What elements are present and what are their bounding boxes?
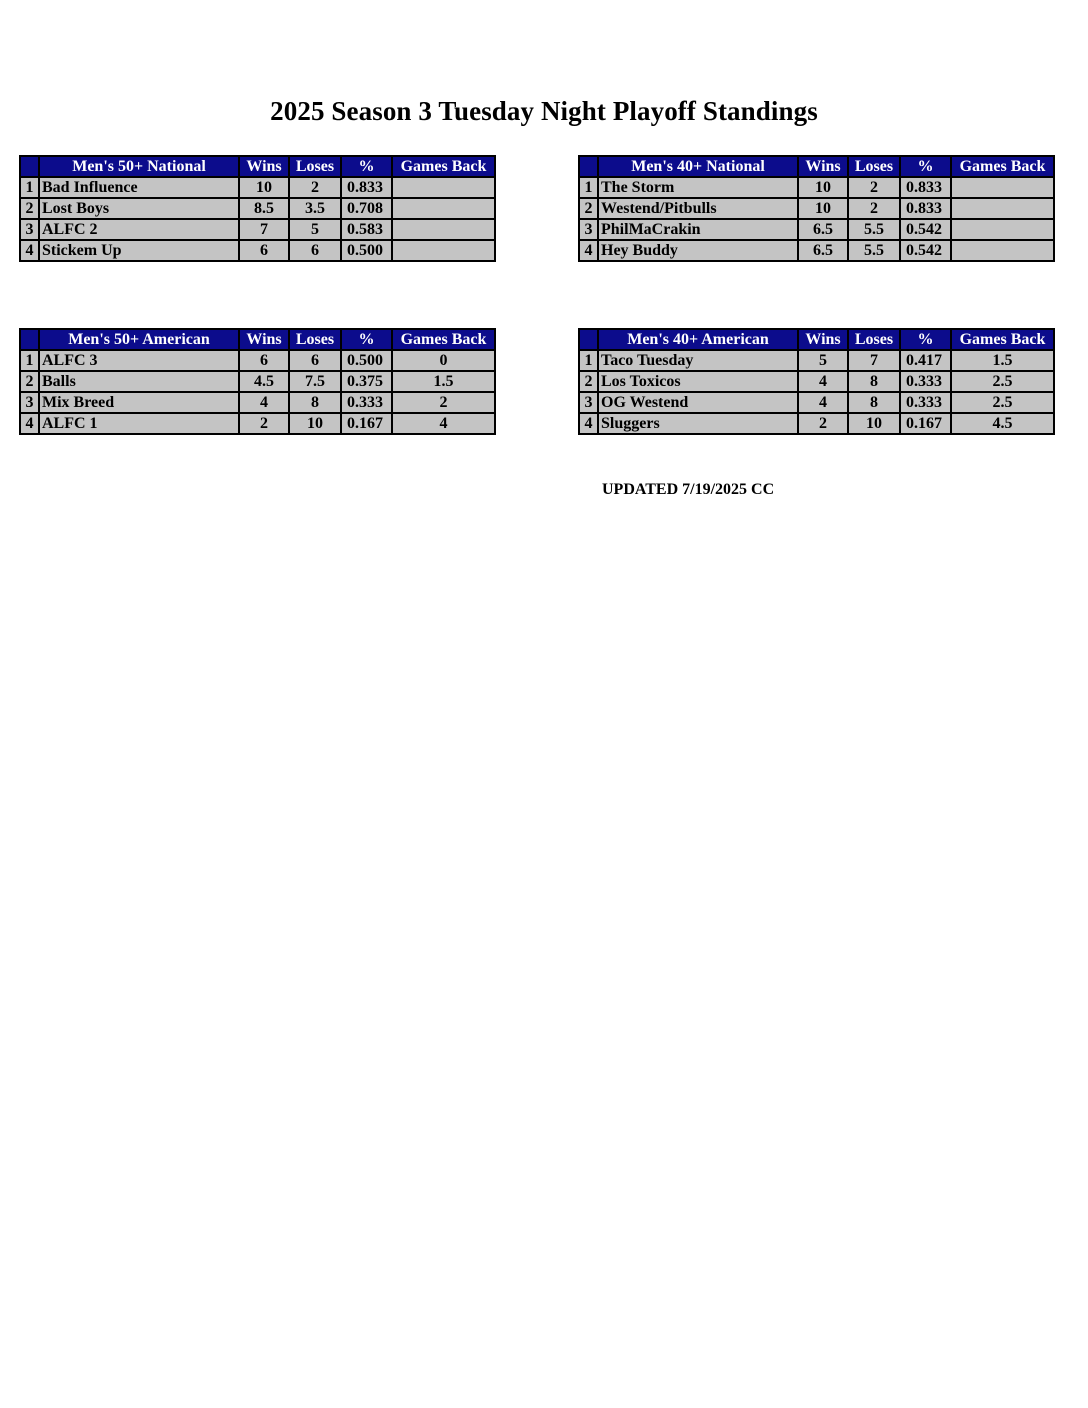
table-row — [579, 198, 1054, 219]
rank-cell: 4 — [579, 240, 598, 261]
wins-header: Wins — [798, 329, 848, 350]
games-back-header: Games Back — [392, 156, 495, 177]
pct-cell: 0.542 — [900, 240, 951, 261]
rank-cell: 2 — [579, 371, 598, 392]
wins-header: Wins — [239, 156, 289, 177]
rank-cell: 3 — [579, 219, 598, 240]
pct-cell: 0.708 — [341, 198, 392, 219]
loses-cell: 2 — [848, 198, 900, 219]
wins-cell: 10 — [798, 198, 848, 219]
pct-cell: 0.333 — [900, 371, 951, 392]
pct-cell: 0.375 — [341, 371, 392, 392]
team-name-cell: Mix Breed — [39, 392, 239, 413]
loses-cell: 7 — [848, 350, 900, 371]
loses-cell: 5.5 — [848, 219, 900, 240]
standings-table-mens-40-american — [578, 328, 1055, 435]
team-name-cell: Hey Buddy — [598, 240, 798, 261]
rank-cell: 2 — [20, 371, 39, 392]
header-row — [20, 156, 495, 177]
rank-cell: 1 — [579, 177, 598, 198]
team-name-cell: Lost Boys — [39, 198, 239, 219]
loses-cell: 7.5 — [289, 371, 341, 392]
rank-header-cell — [20, 329, 39, 350]
games-back-cell: 2 — [392, 392, 495, 413]
team-name-cell: ALFC 1 — [39, 413, 239, 434]
updated-note: UPDATED 7/19/2025 CC — [602, 481, 775, 498]
pct-cell: 0.333 — [900, 392, 951, 413]
table-row — [20, 413, 495, 434]
table-row — [20, 392, 495, 413]
loses-header: Loses — [848, 156, 900, 177]
team-name-cell: Westend/Pitbulls — [598, 198, 798, 219]
wins-cell: 4.5 — [239, 371, 289, 392]
table-row — [579, 240, 1054, 261]
loses-cell: 8 — [289, 392, 341, 413]
wins-header: Wins — [239, 329, 289, 350]
games-back-cell: 1.5 — [392, 371, 495, 392]
rank-header-cell — [579, 156, 598, 177]
games-back-header: Games Back — [951, 329, 1054, 350]
header-row — [579, 329, 1054, 350]
pct-cell: 0.167 — [900, 413, 951, 434]
pct-cell: 0.417 — [900, 350, 951, 371]
team-name-cell: Balls — [39, 371, 239, 392]
rank-cell: 4 — [20, 413, 39, 434]
pct-header: % — [341, 329, 392, 350]
pct-cell: 0.583 — [341, 219, 392, 240]
standings-table-mens-40-national — [578, 155, 1055, 262]
loses-cell: 8 — [848, 392, 900, 413]
games-back-cell: 0 — [392, 350, 495, 371]
pct-header: % — [341, 156, 392, 177]
division-header: Men's 40+ National — [598, 156, 798, 177]
table-row — [579, 392, 1054, 413]
team-name-cell: PhilMaCrakin — [598, 219, 798, 240]
wins-cell: 7 — [239, 219, 289, 240]
table-row — [579, 371, 1054, 392]
pct-cell: 0.542 — [900, 219, 951, 240]
games-back-cell — [951, 219, 1054, 240]
loses-cell: 10 — [848, 413, 900, 434]
table-row — [20, 219, 495, 240]
games-back-cell: 1.5 — [951, 350, 1054, 371]
pct-header: % — [900, 329, 951, 350]
wins-cell: 4 — [798, 392, 848, 413]
rank-header-cell — [579, 329, 598, 350]
pct-cell: 0.500 — [341, 350, 392, 371]
wins-cell: 6.5 — [798, 219, 848, 240]
pct-cell: 0.167 — [341, 413, 392, 434]
table-row — [579, 177, 1054, 198]
table-row — [20, 350, 495, 371]
standings-table-mens-50-national — [19, 155, 496, 262]
games-back-header: Games Back — [951, 156, 1054, 177]
loses-cell: 8 — [848, 371, 900, 392]
wins-cell: 5 — [798, 350, 848, 371]
games-back-cell — [392, 240, 495, 261]
wins-cell: 6.5 — [798, 240, 848, 261]
loses-cell: 10 — [289, 413, 341, 434]
team-name-cell: The Storm — [598, 177, 798, 198]
rank-cell: 2 — [579, 198, 598, 219]
wins-cell: 4 — [239, 392, 289, 413]
division-header: Men's 50+ National — [39, 156, 239, 177]
wins-cell: 10 — [239, 177, 289, 198]
table-row — [20, 177, 495, 198]
table-row — [579, 350, 1054, 371]
header-row — [20, 329, 495, 350]
pct-header: % — [900, 156, 951, 177]
games-back-cell: 4.5 — [951, 413, 1054, 434]
rank-cell: 3 — [20, 219, 39, 240]
wins-header: Wins — [798, 156, 848, 177]
rank-cell: 4 — [20, 240, 39, 261]
loses-cell: 6 — [289, 350, 341, 371]
team-name-cell: Sluggers — [598, 413, 798, 434]
table-row — [20, 198, 495, 219]
rank-cell: 1 — [20, 350, 39, 371]
wins-cell: 2 — [239, 413, 289, 434]
standings-table-mens-50-american — [19, 328, 496, 435]
loses-cell: 5 — [289, 219, 341, 240]
loses-cell: 3.5 — [289, 198, 341, 219]
table-row — [579, 219, 1054, 240]
loses-header: Loses — [289, 329, 341, 350]
team-name-cell: Taco Tuesday — [598, 350, 798, 371]
header-row — [579, 156, 1054, 177]
loses-header: Loses — [289, 156, 341, 177]
rank-cell: 3 — [579, 392, 598, 413]
team-name-cell: Stickem Up — [39, 240, 239, 261]
games-back-header: Games Back — [392, 329, 495, 350]
games-back-cell — [951, 177, 1054, 198]
games-back-cell — [392, 219, 495, 240]
wins-cell: 6 — [239, 240, 289, 261]
rank-cell: 3 — [20, 392, 39, 413]
pct-cell: 0.500 — [341, 240, 392, 261]
games-back-cell: 4 — [392, 413, 495, 434]
wins-cell: 4 — [798, 371, 848, 392]
pct-cell: 0.833 — [341, 177, 392, 198]
pct-cell: 0.833 — [900, 198, 951, 219]
team-name-cell: OG Westend — [598, 392, 798, 413]
pct-cell: 0.833 — [900, 177, 951, 198]
team-name-cell: Los Toxicos — [598, 371, 798, 392]
rank-cell: 1 — [20, 177, 39, 198]
rank-cell: 1 — [579, 350, 598, 371]
games-back-cell — [392, 177, 495, 198]
games-back-cell — [392, 198, 495, 219]
table-row — [579, 413, 1054, 434]
page-title: 2025 Season 3 Tuesday Night Playoff Standings — [270, 96, 818, 126]
loses-cell: 5.5 — [848, 240, 900, 261]
games-back-cell: 2.5 — [951, 371, 1054, 392]
wins-cell: 6 — [239, 350, 289, 371]
team-name-cell: Bad Influence — [39, 177, 239, 198]
rank-header-cell — [20, 156, 39, 177]
games-back-cell: 2.5 — [951, 392, 1054, 413]
wins-cell: 8.5 — [239, 198, 289, 219]
division-header: Men's 50+ American — [39, 329, 239, 350]
loses-header: Loses — [848, 329, 900, 350]
table-row — [20, 371, 495, 392]
table-row — [20, 240, 495, 261]
loses-cell: 2 — [848, 177, 900, 198]
team-name-cell: ALFC 2 — [39, 219, 239, 240]
wins-cell: 10 — [798, 177, 848, 198]
pct-cell: 0.333 — [341, 392, 392, 413]
rank-cell: 4 — [579, 413, 598, 434]
division-header: Men's 40+ American — [598, 329, 798, 350]
loses-cell: 6 — [289, 240, 341, 261]
games-back-cell — [951, 240, 1054, 261]
rank-cell: 2 — [20, 198, 39, 219]
games-back-cell — [951, 198, 1054, 219]
loses-cell: 2 — [289, 177, 341, 198]
team-name-cell: ALFC 3 — [39, 350, 239, 371]
wins-cell: 2 — [798, 413, 848, 434]
